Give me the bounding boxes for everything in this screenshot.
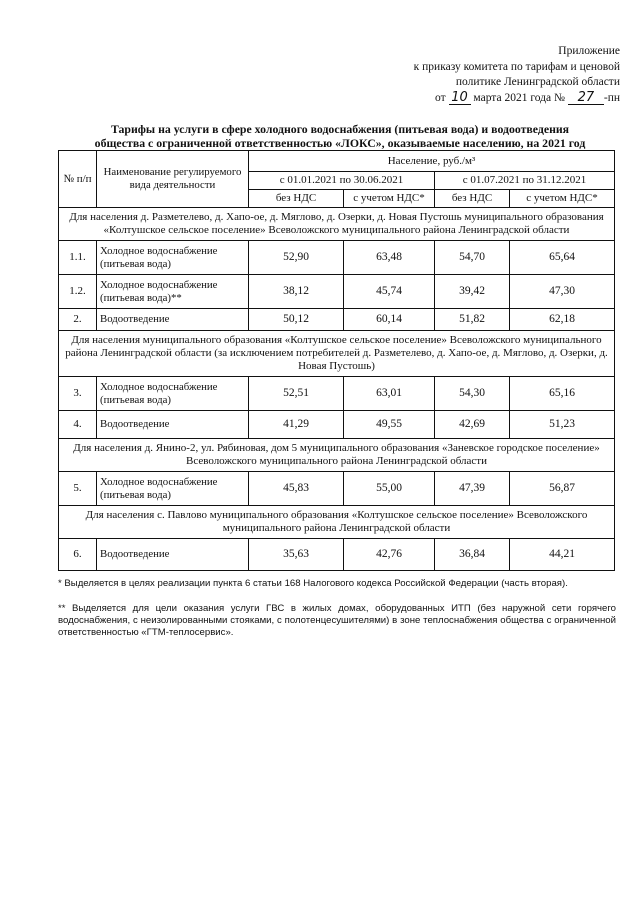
date-suffix: -пн [603, 91, 620, 104]
value-p1-with-vat: 49,55 [344, 411, 435, 439]
table-row [59, 241, 615, 275]
row-service: Водоотведение [97, 411, 249, 439]
value-p1-no-vat: 41,29 [249, 411, 344, 439]
group-header-row [59, 506, 615, 539]
row-num: 5. [59, 472, 97, 506]
value-p1-no-vat: 50,12 [249, 309, 344, 331]
group-header-row [59, 439, 615, 472]
value-p2-with-vat: 51,23 [510, 411, 615, 439]
row-num: 3. [59, 377, 97, 411]
value-p2-no-vat: 42,69 [435, 411, 510, 439]
value-p1-with-vat: 42,76 [344, 539, 435, 571]
table-row [59, 539, 615, 571]
value-p2-with-vat: 62,18 [510, 309, 615, 331]
value-p2-with-vat: 56,87 [510, 472, 615, 506]
value-p1-no-vat: 35,63 [249, 539, 344, 571]
value-p2-no-vat: 39,42 [435, 275, 510, 309]
date-middle: марта 2021 года № [473, 91, 565, 104]
row-service: Холодное водоснабжение (питьевая вода)** [97, 275, 249, 309]
group-header-row [59, 208, 615, 241]
handwritten-number: 27 [568, 91, 604, 105]
value-p1-with-vat: 63,01 [344, 377, 435, 411]
group-title: Для населения д. Янино-2, ул. Рябиновая, дом 5 муниципального образования «Заневское городское поселение» Всеволожского муниципального района Ленинградской области [59, 439, 615, 472]
value-p2-no-vat: 54,30 [435, 377, 510, 411]
table-row [59, 411, 615, 439]
row-service: Холодное водоснабжение (питьевая вода) [97, 241, 249, 275]
header-p1-no-vat: без НДС [249, 190, 344, 208]
footnote-itp: ** Выделяется для цели оказания услуги ГВС в жилых домах, оборудованных ИТП (без наружной сети горячего водоснабжения, с неизолированными стояками, с полотенцесушителями) в зоне теплоснабжения общества с ограниченной ответственностью «ГТМ-теплосервис». [58, 603, 616, 638]
group-title: Для населения с. Павлово муниципального образования «Колтушское сельское поселение» Всеволожского муниципального района Ленинградской области [59, 506, 615, 539]
group-header-row [59, 331, 615, 377]
value-p1-with-vat: 45,74 [344, 275, 435, 309]
value-p2-no-vat: 51,82 [435, 309, 510, 331]
row-num: 6. [59, 539, 97, 571]
row-service: Водоотведение [97, 309, 249, 331]
value-p1-with-vat: 55,00 [344, 472, 435, 506]
value-p2-with-vat: 47,30 [510, 275, 615, 309]
value-p2-no-vat: 36,84 [435, 539, 510, 571]
appendix-date-line [360, 91, 620, 107]
value-p1-no-vat: 52,90 [249, 241, 344, 275]
appendix-block [360, 44, 620, 106]
header-p2-no-vat: без НДС [435, 190, 510, 208]
tariffs-table [58, 150, 615, 571]
appendix-title: Приложение [558, 45, 620, 57]
table-row [59, 275, 615, 309]
value-p1-no-vat: 45,83 [249, 472, 344, 506]
header-p2-with-vat: с учетом НДС* [510, 190, 615, 208]
header-num: № п/п [59, 151, 97, 208]
value-p2-no-vat: 54,70 [435, 241, 510, 275]
value-p1-no-vat: 38,12 [249, 275, 344, 309]
header-period-2: с 01.07.2021 по 31.12.2021 [435, 172, 615, 190]
value-p2-with-vat: 44,21 [510, 539, 615, 571]
appendix-order-line: к приказу комитета по тарифам и ценовой [413, 60, 620, 73]
header-service-name: Наименование регулируемого вида деятельности [97, 151, 249, 208]
row-num: 4. [59, 411, 97, 439]
header-population: Население, руб./м³ [249, 151, 615, 172]
title-line-2: общества с ограниченной ответственностью «ЛОКС», оказываемые населению, на 2021 год [94, 136, 586, 150]
value-p2-with-vat: 65,64 [510, 241, 615, 275]
value-p1-no-vat: 52,51 [249, 377, 344, 411]
footnote-vat: * Выделяется в целях реализации пункта 6 статьи 168 Налогового кодекса Российской Федерации (часть вторая). [58, 578, 568, 589]
row-num: 1.1. [59, 241, 97, 275]
handwritten-day: 10 [449, 91, 471, 105]
header-p1-with-vat: с учетом НДС* [344, 190, 435, 208]
group-title: Для населения д. Разметелево, д. Хапо-ое, д. Мяглово, д. Озерки, д. Новая Пустошь муниципального образования «Колтушское сельское поселение» Всеволожского муниципального района Ленинградской области [59, 208, 615, 241]
row-num: 2. [59, 309, 97, 331]
title-line-1: Тарифы на услуги в сфере холодного водоснабжения (питьевая вода) и водоотведения [110, 122, 570, 136]
date-prefix: от [435, 91, 446, 104]
row-num: 1.2. [59, 275, 97, 309]
group-title: Для населения муниципального образования «Колтушское сельское поселение» Всеволожского муниципального района Ленинградской области (за исключением потребителей д. Разметелево, д. Хапо-ое, д. Мяглово, д. Озерки, д. Новая Пустошь) [59, 331, 615, 377]
document-title [60, 122, 620, 150]
table-row [59, 377, 615, 411]
row-service: Холодное водоснабжение (питьевая вода) [97, 377, 249, 411]
value-p1-with-vat: 63,48 [344, 241, 435, 275]
header-period-1: с 01.01.2021 по 30.06.2021 [249, 172, 435, 190]
row-service: Холодное водоснабжение (питьевая вода) [97, 472, 249, 506]
row-service: Водоотведение [97, 539, 249, 571]
table-row [59, 472, 615, 506]
appendix-committee-line: политике Ленинградской области [455, 76, 620, 88]
value-p2-no-vat: 47,39 [435, 472, 510, 506]
table-row [59, 309, 615, 331]
value-p2-with-vat: 65,16 [510, 377, 615, 411]
value-p1-with-vat: 60,14 [344, 309, 435, 331]
